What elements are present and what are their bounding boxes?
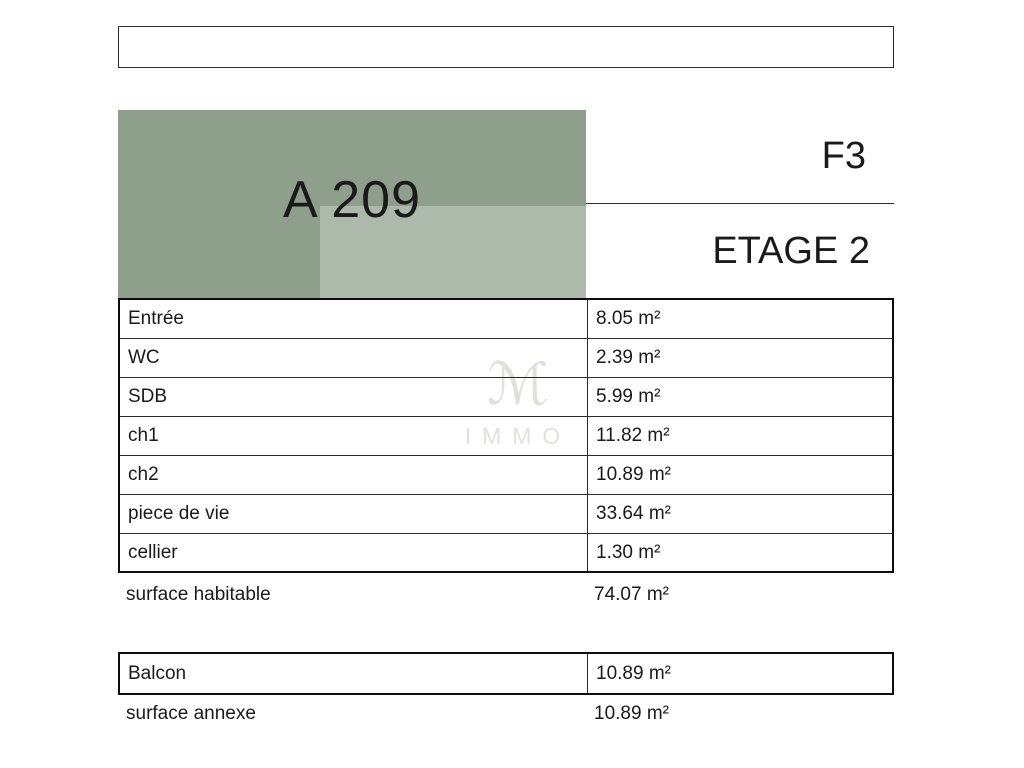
- room-area: 5.99 m²: [596, 386, 661, 407]
- habitable-surface-value: 74.07 m²: [594, 584, 669, 605]
- annex-surface-label: surface annexe: [126, 703, 256, 724]
- room-name: WC: [120, 339, 588, 377]
- room-area: 11.82 m²: [596, 425, 670, 446]
- room-area: 33.64 m²: [596, 503, 671, 524]
- unit-floor: ETAGE 2: [712, 229, 870, 272]
- annex-table: [118, 652, 894, 695]
- unit-header: [118, 110, 894, 298]
- top-empty-box: [118, 26, 894, 68]
- table-row: [120, 534, 892, 573]
- annex-surface-total: [118, 694, 894, 734]
- annex-surface-value: 10.89 m²: [594, 703, 669, 724]
- room-name: ch2: [120, 456, 588, 494]
- unit-header-right: [586, 110, 894, 298]
- table-row: [120, 456, 892, 495]
- table-row: [120, 339, 892, 378]
- unit-header-green-block: [118, 110, 586, 298]
- table-row: [120, 300, 892, 339]
- room-area: 2.39 m²: [596, 347, 661, 368]
- table-row: [120, 417, 892, 456]
- room-name: SDB: [120, 378, 588, 416]
- rooms-table: [118, 298, 894, 573]
- room-name: piece de vie: [120, 495, 588, 533]
- habitable-surface-total: [118, 575, 894, 615]
- table-row: [120, 495, 892, 534]
- annex-name: Balcon: [120, 654, 588, 693]
- watermark-word: IMMO: [464, 423, 572, 449]
- habitable-surface-label: surface habitable: [126, 584, 271, 605]
- room-area: 10.89 m²: [596, 464, 671, 485]
- annex-area: 10.89 m²: [596, 662, 671, 684]
- unit-code: A 209: [282, 171, 422, 229]
- table-row: [120, 654, 892, 693]
- room-area: 8.05 m²: [596, 308, 661, 329]
- room-area: 1.30 m²: [596, 541, 661, 563]
- table-row: [120, 378, 892, 417]
- watermark-monogram-icon: ℳ: [486, 350, 550, 418]
- unit-type: F3: [586, 110, 894, 204]
- room-name: cellier: [120, 534, 588, 571]
- room-name: ch1: [120, 417, 588, 455]
- room-name: Entrée: [120, 300, 588, 338]
